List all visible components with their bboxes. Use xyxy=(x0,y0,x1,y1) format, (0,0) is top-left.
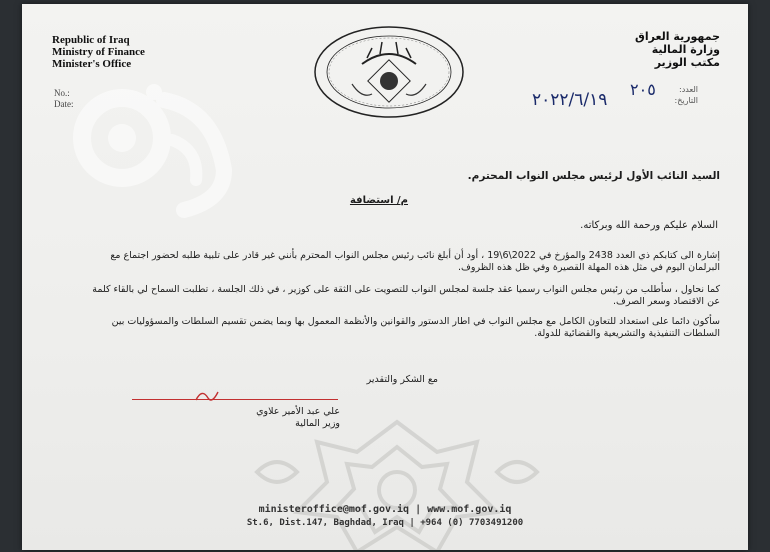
letter-addressee: السيد النائب الأول لرئيس مجلس النواب المحترم. xyxy=(467,170,720,182)
letterhead-country: Republic of Iraq xyxy=(52,34,130,46)
letter-paragraph: كما نحاول ، سأطلب من رئيس مجلس النواب رسميا عقد جلسة لمجلس النواب للتصويت على الثقة على كوزير ، في ذلك الجلسة ، تطلبت السماح لي بالقاء كلمة عن الاقتصاد وسعر الصرف. xyxy=(92,284,720,307)
arabic-ref-fields xyxy=(675,84,698,106)
letterhead-ministry: Ministry of Finance xyxy=(52,46,145,58)
signature-mark-icon xyxy=(192,386,222,404)
arabic-no-label: العدد: xyxy=(679,85,698,94)
letter-page xyxy=(22,4,748,550)
letterhead-office: Minister's Office xyxy=(52,58,132,70)
letter-subject: م/ استضافة xyxy=(349,195,408,206)
arabic-letterhead xyxy=(635,30,720,69)
letter-greeting: السلام عليكم ورحمة الله وبركاته. xyxy=(580,220,718,231)
date-label: Date: xyxy=(54,99,74,109)
signer-name: علي عبد الأمير علاوي xyxy=(256,406,340,417)
footer-address-phone: St.6, Dist.147, Baghdad, Iraq | +964 (0) 7703491200 xyxy=(246,518,524,528)
arabesque-ornament-icon xyxy=(237,412,557,550)
footer-contact-web: ministeroffice@mof.gov.iq | www.mof.gov.iq xyxy=(258,504,512,515)
handwritten-date: ٢٠٢٢/٦/١٩ xyxy=(532,90,608,110)
ministry-seal-icon xyxy=(312,24,466,120)
arabic-letterhead-country: جمهورية العراق xyxy=(635,30,720,43)
english-ref-fields xyxy=(54,88,74,110)
arabic-date-label: التاريخ: xyxy=(674,96,698,105)
letter-paragraph: سأكون دائما على استعداد للتعاون الكامل مع مجلس النواب في اطار الدستور والقوانين والأنظمة المعمول بها وبما يضمن تقسيم السلطات والمسؤوليات بين السلطات التنفيذية والتشريعية والقضائية للدولة. xyxy=(111,316,720,339)
letter-paragraph: إشارة الى كتابكم ذي العدد 2438 والمؤرخ في 2022\6\19 ، أود أن أبلغ نائب رئيس مجلس النواب المحترم بأنني غير قادر على تلبية طلبه لحضور اجتماع مع البرلمان اليوم في مثل هذه المهلة القصيرة وفي ظل هذه الظروف. xyxy=(110,250,720,273)
signature-line xyxy=(132,399,338,400)
english-letterhead xyxy=(52,34,145,70)
arabic-letterhead-office: مكتب الوزير xyxy=(654,56,720,69)
letter-closing: مع الشكر والتقدير xyxy=(366,374,438,385)
arabic-letterhead-ministry: وزارة المالية xyxy=(651,43,720,56)
handwritten-number: ٢٠٥ xyxy=(630,80,656,99)
no-label: No.: xyxy=(54,88,70,98)
signer-title: وزير المالية xyxy=(295,418,340,429)
news-logo-watermark-icon xyxy=(64,70,244,220)
